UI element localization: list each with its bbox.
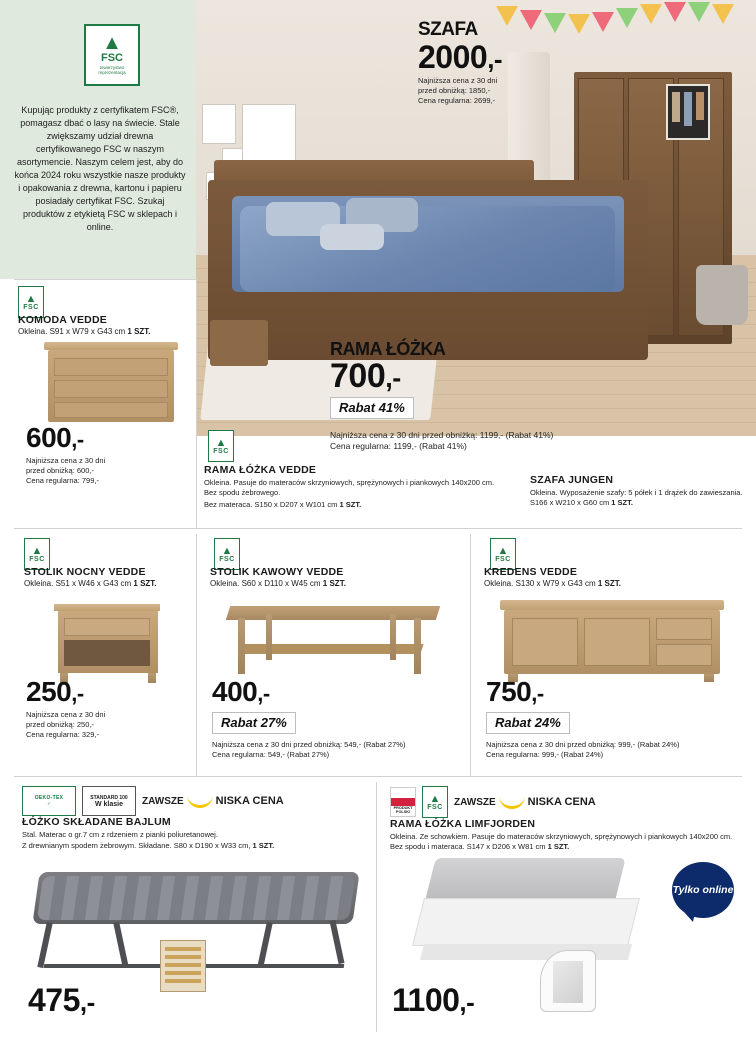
limfjorden-block <box>390 818 740 852</box>
smile-icon-2 <box>499 795 525 809</box>
kredens-lowest-price: Najniższa cena z 30 dni przed obniżką: 999,- (Rabat 24%) <box>486 740 680 749</box>
wardrobe-title: SZAFA <box>418 19 478 40</box>
stolik-kawowy-discount-badge: Rabat 27% <box>212 712 296 734</box>
limfjorden-inset-photo <box>540 950 596 1012</box>
rama-vedde-name: RAMA ŁÓŻKA VEDDE <box>204 464 317 476</box>
fsc-promo-text: Kupując produkty z certyfikatem FSC®, pomagasz dbać o lasy na świecie. Stale zwiększamy udział drewna certyfikowanego FSC w naszym asortymencie. Naszym celem jest, aby do końca 2024 roku wszystkie nasze produkty i opakowania z drewna, kartonu i papieru posiadały certyfikat FSC. Szukaj produktów z etykietą FSC w sklepach i online. <box>14 105 186 233</box>
bajlum-name: ŁÓŻKO SKŁADANE BAJLUM <box>22 816 171 828</box>
stolik-nocny-illustration <box>50 598 180 688</box>
fsc-tree-icon: ▲ <box>102 32 122 55</box>
bajlum-block <box>22 816 367 851</box>
bed-currency: ,- <box>385 363 401 393</box>
stolik-kawowy-block <box>210 566 460 588</box>
fsc-logo-large <box>84 24 140 86</box>
stolik-nocny-dims: Okleina. S51 x W46 x G43 cm <box>24 579 132 588</box>
standard-100-icon: STANDARD 100 W klasie <box>82 786 136 816</box>
stolik-nocny-name: STOLIK NOCNY VEDDE <box>24 566 146 578</box>
stolik-nocny-lowest-price-2: przed obniżką: 250,- <box>26 719 94 729</box>
bajlum-price-group <box>28 984 95 1016</box>
komoda-fsc-icon: ▲ FSC <box>18 286 44 318</box>
bajlum-desc: Stal. Materac o gr.7 cm z rdzeniem z pianki poliuretanowej. <box>22 830 218 839</box>
stolik-kawowy-dims: Okleina. S60 x D110 x W45 cm <box>210 579 321 588</box>
stolik-nocny-qty: 1 SZT. <box>133 579 157 588</box>
bajlum-price: 475 <box>28 982 80 1018</box>
fsc-logo-label: FSC <box>101 52 123 65</box>
stolik-nocny-block <box>24 566 194 588</box>
fsc-logo-sub: towarzystwo reprezentacja <box>98 65 126 75</box>
stolik-kawowy-price-details <box>212 740 462 760</box>
stolik-nocny-price-group <box>26 678 84 706</box>
rama-vedde-fsc-icon: ▲ FSC <box>208 430 234 462</box>
bajlum-desc2: Z drewnianym spodem żebrowym. Składane. S80 x D190 x W33 cm, <box>22 840 251 850</box>
stolik-kawowy-price: 400 <box>212 676 258 707</box>
wardrobe-offer <box>418 20 578 105</box>
komoda-illustration <box>36 338 186 426</box>
komoda-price-details <box>26 456 191 485</box>
bed-offer <box>330 340 540 419</box>
kredens-illustration <box>492 592 742 688</box>
komoda-lowest-price-2: przed obniżką: 600,- <box>26 465 94 475</box>
wardrobe-lowest-price-1: Najniższa cena z 30 dni <box>418 76 498 85</box>
komoda-lowest-price-1: Najniższa cena z 30 dni <box>26 456 106 465</box>
komoda-price: 600 <box>26 422 72 453</box>
kredens-currency: ,- <box>531 681 544 706</box>
online-only-badge: Tylko online <box>672 862 734 918</box>
smile-icon <box>187 794 213 808</box>
bed-price-details <box>330 430 750 453</box>
produkt-polski-icon: PRODUKT POLSKI <box>390 787 416 817</box>
szafa-jungen-name: SZAFA JUNGEN <box>530 474 614 486</box>
bed-discount-badge: Rabat 41% <box>330 397 414 419</box>
kredens-discount-badge: Rabat 24% <box>486 712 570 734</box>
kredens-fsc-icon: ▲ FSC <box>490 538 516 570</box>
stolik-kawowy-currency: ,- <box>257 681 270 706</box>
kredens-qty: 1 SZT. <box>597 579 621 588</box>
szafa-jungen-qty: 1 SZT. <box>611 497 633 507</box>
kredens-regular-price: Cena regularna: 999,- (Rabat 24%) <box>486 749 604 759</box>
kredens-price-details <box>486 740 741 760</box>
stolik-kawowy-lowest-price: Najniższa cena z 30 dni przed obniżką: 549,- (Rabat 27%) <box>212 740 406 749</box>
limfjorden-price-group <box>392 984 474 1016</box>
stolik-kawowy-illustration <box>218 596 458 686</box>
wardrobe-currency: ,- <box>487 44 503 74</box>
zawsze-niska-cena-badge: ZAWSZE NISKA CENA <box>142 795 284 807</box>
stolik-nocny-currency: ,- <box>71 681 84 706</box>
wardrobe-lowest-price-2: przed obniżką: 1850,- <box>418 85 491 95</box>
komoda-qty: 1 SZT. <box>127 327 151 336</box>
komoda-regular-price: Cena regularna: 799,- <box>26 475 99 485</box>
limfjorden-price: 1100 <box>392 982 460 1018</box>
szafa-jungen-block <box>530 474 745 508</box>
limfjorden-qty: 1 SZT. <box>547 841 570 851</box>
stolik-kawowy-regular-price: Cena regularna: 549,- (Rabat 27%) <box>212 749 330 759</box>
limfjorden-desc: Okleina. Ze schowkiem. Pasuje do materaców skrzyniowych, sprężynowych i piankowych 140x200 cm. Bez spodu i materaca. S147 x D206 x W81 cm <box>390 832 733 851</box>
stolik-nocny-fsc-icon: ▲ FSC <box>24 538 50 570</box>
limfjorden-badges <box>390 786 596 818</box>
stolik-kawowy-name: STOLIK KAWOWY VEDDE <box>210 566 344 578</box>
oeko-tex-icon: OEKO-TEX ✓ <box>22 786 76 816</box>
kredens-name: KREDENS VEDDE <box>484 566 578 578</box>
komoda-block <box>18 314 193 336</box>
stolik-kawowy-price-group <box>212 678 270 706</box>
limfjorden-currency: ,- <box>459 987 475 1017</box>
kredens-price: 750 <box>486 676 532 707</box>
rama-vedde-desc: Okleina. Pasuje do materaców skrzyniowych, sprężynowych i piankowych 140x200 cm. Bez spodu żebrowego. <box>204 478 495 497</box>
bed-regular-price: Cena regularna: 1199,- (Rabat 41%) <box>330 441 467 452</box>
rama-vedde-desc2: Bez materaca. S150 x D207 x W101 cm <box>204 499 338 509</box>
bed-price: 700 <box>330 357 386 395</box>
kredens-block <box>484 566 734 588</box>
komoda-dims: Okleina. S91 x W79 x G43 cm <box>18 327 126 336</box>
stolik-nocny-lowest-price-1: Najniższa cena z 30 dni <box>26 710 106 719</box>
kredens-price-group <box>486 678 544 706</box>
rama-vedde-qty: 1 SZT. <box>339 499 362 509</box>
wardrobe-regular-price: Cena regularna: 2699,- <box>418 95 496 105</box>
komoda-currency: ,- <box>71 427 84 452</box>
stolik-nocny-price: 250 <box>26 676 72 707</box>
bed-lowest-price: Najniższa cena z 30 dni przed obniżką: 1199,- (Rabat 41%) <box>330 430 554 440</box>
zawsze-niska-cena-badge-2: ZAWSZE NISKA CENA <box>454 796 596 808</box>
stolik-nocny-price-details <box>26 710 191 739</box>
limfjorden-fsc-icon: ▲ FSC <box>422 786 448 818</box>
limfjorden-name: RAMA ŁÓŻKA LIMFJORDEN <box>390 818 536 830</box>
stolik-nocny-regular-price: Cena regularna: 329,- <box>26 729 99 739</box>
bajlum-qty: 1 SZT. <box>252 840 275 850</box>
bajlum-currency: ,- <box>79 987 95 1017</box>
bajlum-inset-photo <box>160 940 206 992</box>
szafa-jungen-desc: Okleina. Wyposażenie szafy: 5 półek i 1 drążek do zawieszania. S166 x W210 x G60 cm <box>530 488 743 507</box>
komoda-price-group <box>26 424 84 452</box>
stolik-kawowy-fsc-icon: ▲ FSC <box>214 538 240 570</box>
stolik-kawowy-qty: 1 SZT. <box>322 579 346 588</box>
bed-title: RAMA ŁÓŻKA <box>330 339 446 359</box>
wardrobe-price: 2000 <box>418 39 488 75</box>
komoda-name: KOMODA VEDDE <box>18 314 107 326</box>
rama-vedde-block <box>204 464 504 509</box>
bajlum-badges <box>22 786 284 816</box>
kredens-dims: Okleina. S130 x W79 x G43 cm <box>484 579 596 588</box>
